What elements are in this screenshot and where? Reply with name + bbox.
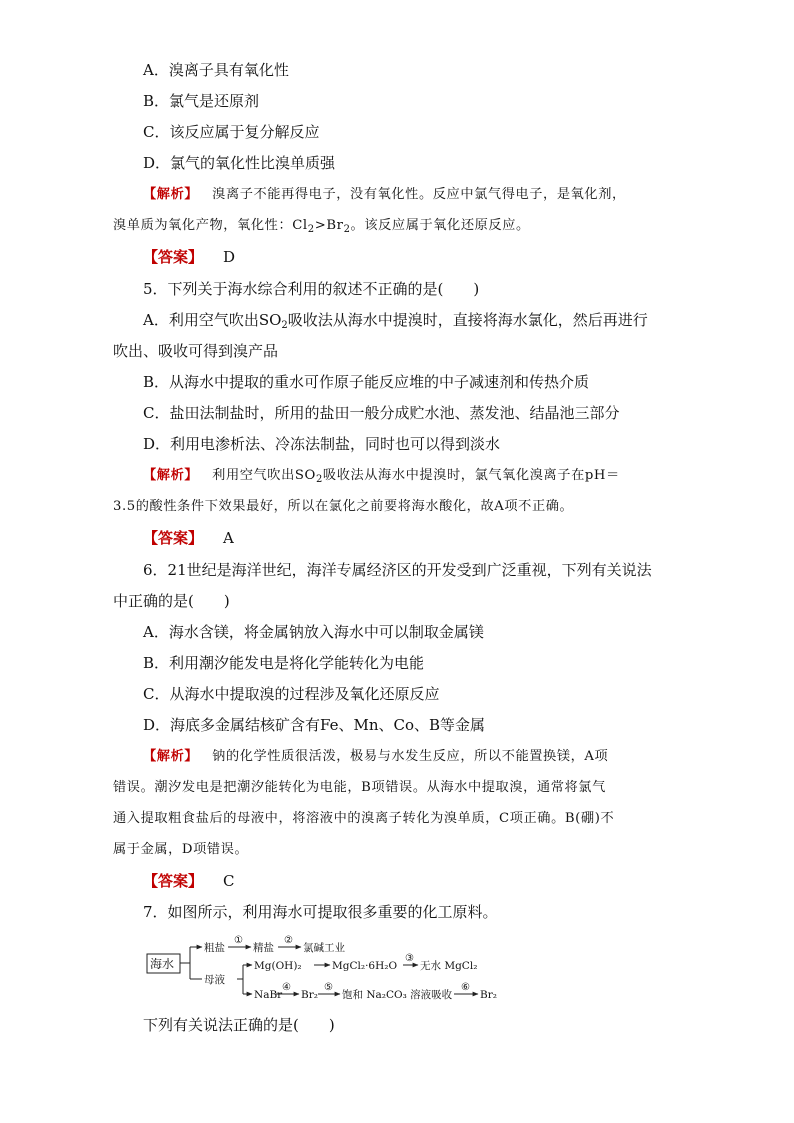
step-6-marker: ⑥: [461, 982, 470, 993]
step-3-marker: ③: [405, 953, 414, 964]
refined-salt-label: 精盐: [253, 942, 274, 954]
step-5-marker: ⑤: [324, 982, 333, 993]
q4-analysis-line-1: 【解析】 溴离子不能再得电子，没有氧化性。反应中氯气得电子，是氧化剂，: [143, 187, 626, 202]
mother-liquor-label: 母液: [204, 974, 225, 986]
seawater-flow-diagram: [140, 928, 520, 1008]
q4-option-a: A．溴离子具有氧化性: [143, 61, 289, 79]
q7-question: 下列有关说法正确的是( ): [143, 1016, 335, 1034]
q4-answer: [143, 247, 235, 267]
step-2-marker: ②: [284, 935, 293, 946]
q5-stem: 5．下列关于海水综合利用的叙述不正确的是( ): [143, 280, 480, 298]
q6-analysis-line-2: 错误。潮汐发电是把潮汐能转化为电能，B项错误。从海水中提取溴，通常将氯气: [113, 780, 606, 795]
q6-option-b: B．利用潮汐能发电是将化学能转化为电能: [143, 654, 425, 672]
step-1-marker: ①: [234, 935, 243, 946]
q5-option-a-line-1: A．利用空气吹出$SO_2$吸收法从海水中提溴时，直接将海水氯化，然后再进行: [143, 311, 648, 331]
q5-answer: [143, 528, 234, 548]
br2-label-a: Br₂: [301, 989, 318, 1001]
na2co3-absorb-label: 饱和 Na₂CO₃ 溶液吸收: [342, 989, 453, 1001]
q4-analysis-line-2: 溴单质为氧化产物，氧化性：$Cl_2>Br_2$。该反应属于氧化还原反应。: [113, 218, 530, 235]
q6-analysis-line-3: 通入提取粗食盐后的母液中，将溶液中的溴离子转化为溴单质，C项正确。B(硼)不: [113, 811, 615, 826]
step-4-marker: ④: [282, 982, 291, 993]
q7-stem: 7．如图所示，利用海水可提取很多重要的化工原料。: [143, 903, 498, 921]
analysis-tag: 【解析】: [143, 468, 199, 483]
answer-tag: 【答案】: [143, 529, 204, 547]
answer-tag: 【答案】: [143, 872, 204, 890]
q5-option-b: B．从海水中提取的重水可作原子能反应堆的中子减速剂和传热介质: [143, 373, 590, 391]
q6-stem-line-1: 6．21世纪是海洋世纪，海洋专属经济区的开发受到广泛重视，下列有关说法: [143, 561, 652, 579]
q5-analysis-line-2: 3.5的酸性条件下效果最好，所以在氯化之前要将海水酸化，故A项不正确。: [113, 499, 574, 514]
nabr-label: NaBr: [254, 989, 283, 1001]
answer-value: A: [223, 529, 234, 547]
crude-salt-label: 粗盐: [204, 942, 225, 954]
q6-analysis-line-4: 属于金属，D项错误。: [113, 842, 249, 857]
q6-option-c: C．从海水中提取溴的过程涉及氧化还原反应: [143, 685, 440, 703]
q5-analysis-line-1: 【解析】 利用空气吹出$SO_2$吸收法从海水中提溴时，氯气氧化溴离子在pH＝: [143, 468, 620, 485]
q6-answer: [143, 871, 235, 891]
q5-option-c: C．盐田法制盐时，所用的盐田一般分成贮水池、蒸发池、结晶池三部分: [143, 404, 620, 422]
q4-option-c: C．该反应属于复分解反应: [143, 123, 320, 141]
analysis-tag: 【解析】: [143, 187, 199, 202]
mg-oh2-label: Mg(OH)₂: [254, 960, 302, 972]
br2-label-b: Br₂: [480, 989, 497, 1001]
q4-option-b: B．氯气是还原剂: [143, 92, 260, 110]
anhydrous-mgcl2-label: 无水 MgCl₂: [420, 960, 478, 972]
seawater-label: 海水: [150, 957, 175, 971]
q6-stem-line-2: 中正确的是( ): [113, 592, 230, 610]
q4-option-d: D．氯气的氧化性比溴单质强: [143, 154, 336, 172]
answer-value: C: [223, 872, 235, 890]
answer-value: D: [223, 248, 236, 266]
mgcl2-hydrate-label: MgCl₂·6H₂O: [332, 960, 398, 972]
q5-option-a-line-2: 吹出、吸收可得到溴产品: [113, 342, 279, 360]
q6-option-d: D．海底多金属结核矿含有Fe、Mn、Co、B等金属: [143, 716, 486, 734]
chlor-alkali-label: 氯碱工业: [303, 942, 345, 954]
q6-option-a: A．海水含镁，将金属钠放入海水中可以制取金属镁: [143, 623, 484, 641]
answer-tag: 【答案】: [143, 248, 204, 266]
q6-analysis-line-1: 【解析】 钠的化学性质很活泼，极易与水发生反应，所以不能置换镁，A项: [143, 749, 609, 764]
q5-option-d: D．利用电渗析法、冷冻法制盐，同时也可以得到淡水: [143, 435, 501, 453]
analysis-tag: 【解析】: [143, 749, 199, 764]
